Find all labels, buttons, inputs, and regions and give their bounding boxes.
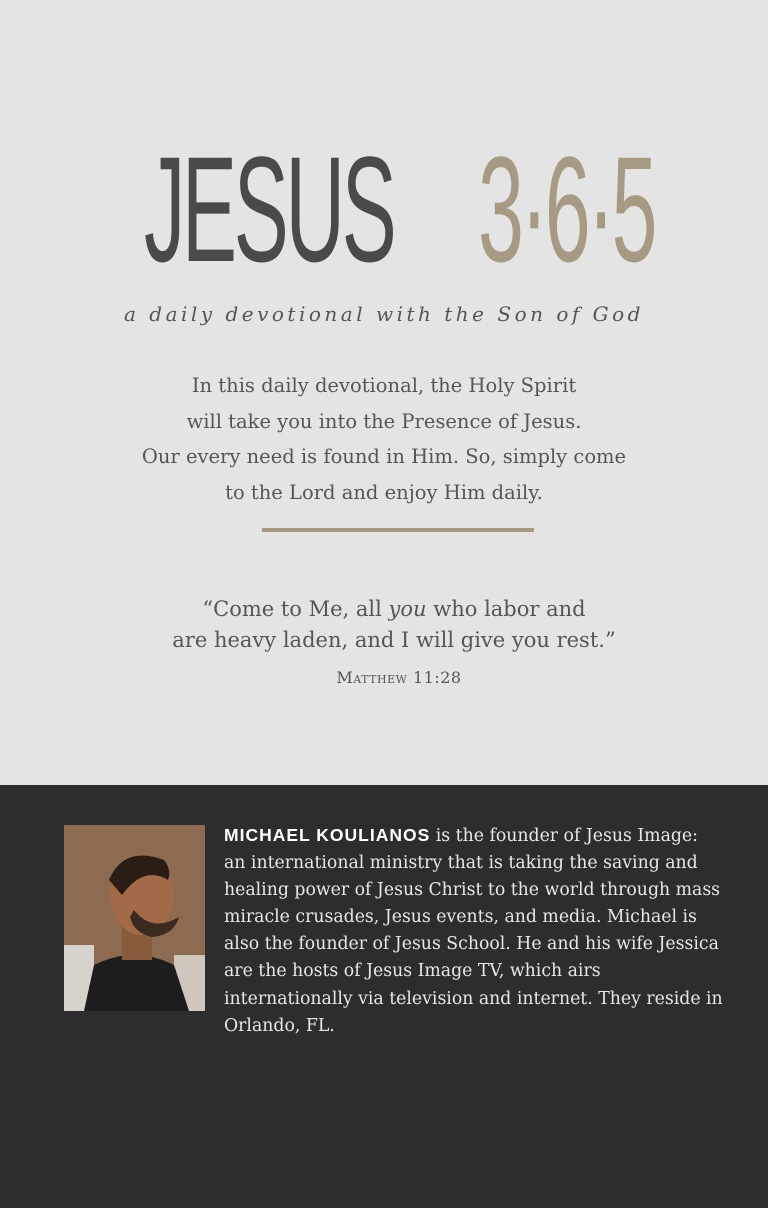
divider-line [262, 528, 534, 532]
book-title-logo [0, 125, 768, 293]
logo-word: JESUS [144, 125, 394, 293]
quote-line-1: “Come to Me, all you who labor and [202, 597, 586, 621]
tagline: a daily devotional with the Son of God [124, 302, 644, 326]
author-name: MICHAEL KOULIANOS [224, 825, 431, 845]
intro-line: to the Lord and enjoy Him daily. [225, 480, 543, 504]
intro-line: Our every need is found in Him. So, simply come [141, 445, 627, 468]
author-portrait-illustration [64, 825, 205, 1011]
intro-line: will take you into the Presence of Jesus. [186, 409, 582, 433]
author-photo [64, 825, 205, 1011]
scripture-quote [120, 594, 668, 656]
intro-paragraph [130, 368, 638, 510]
scripture-reference: Matthew 11:28 [336, 668, 462, 687]
author-bio [224, 822, 724, 1040]
logo-number: 3·6·5 [477, 125, 654, 293]
author-bio-text: is the founder of Jesus Image: an international ministry that is taking the saving and healing power of Jesus Christ to the world through mass miracle crusades, Jesus events, and media. Michael is also the founder of Jesus School. He and his wife Jessica are the hosts of Jesus Image TV, which airs internationally via television and internet. They reside in Orlando, FL. [224, 826, 723, 1036]
quote-line-2: are heavy laden, and I will give you rest.” [172, 628, 616, 652]
intro-line: In this daily devotional, the Holy Spirit [191, 374, 577, 397]
